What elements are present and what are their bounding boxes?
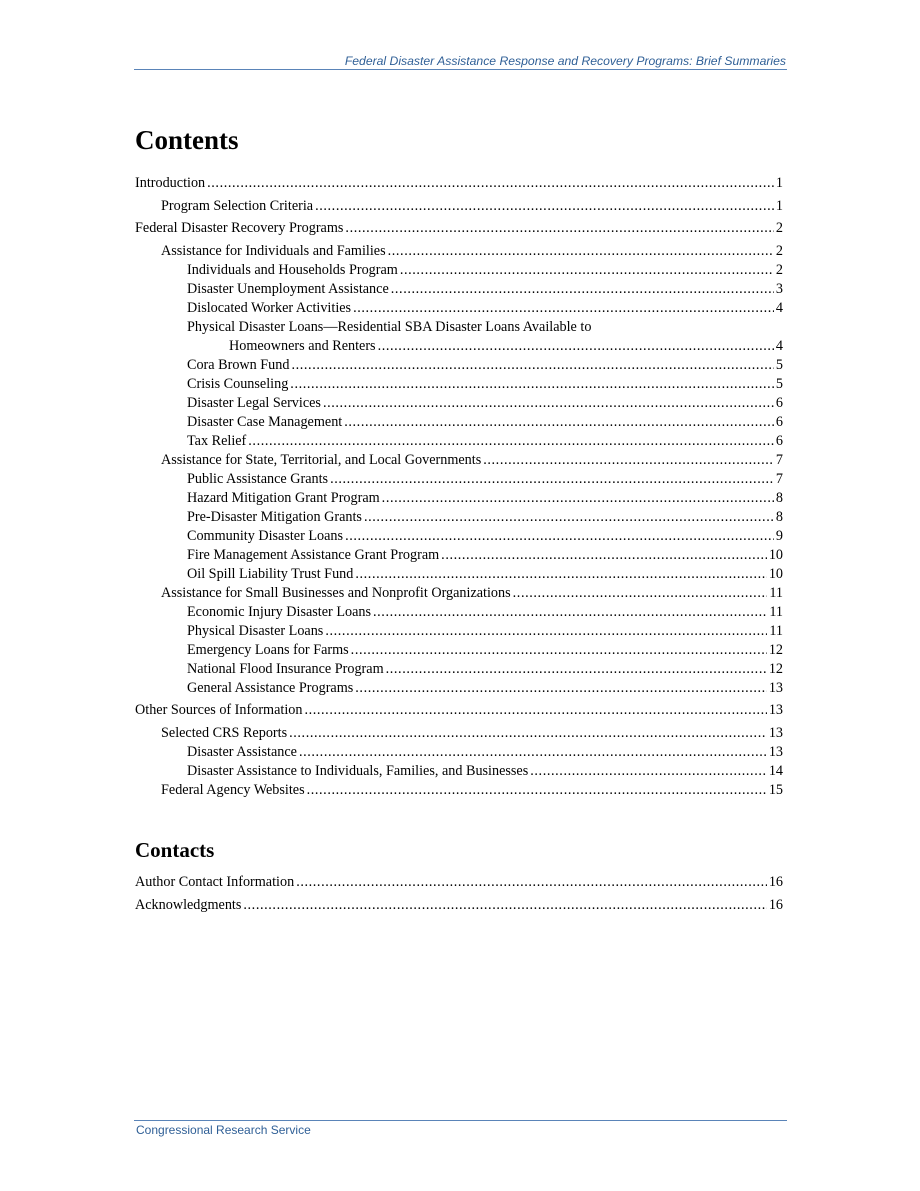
toc-entry-title: Disaster Assistance to Individuals, Families, and Businesses (187, 762, 529, 779)
dot-leader (248, 432, 774, 451)
toc-entry-title: Fire Management Assistance Grant Program (187, 546, 440, 563)
dot-leader (364, 508, 774, 527)
toc-entry-title: Physical Disaster Loans (187, 622, 324, 639)
toc-entry-title: Program Selection Criteria (161, 197, 314, 214)
toc-entry-oil-spill-liability-trust-fund[interactable] (135, 565, 783, 584)
toc-entry-crisis-counseling[interactable] (135, 375, 783, 394)
toc-entry-title: Economic Injury Disaster Loans (187, 603, 371, 620)
toc-entry-national-flood-insurance-program[interactable] (135, 660, 783, 679)
toc-entry-title: General Assistance Programs (187, 679, 354, 696)
toc-page-number: 13 (768, 743, 783, 760)
toc-page-number: 1 (775, 175, 783, 191)
dot-leader (290, 375, 774, 394)
toc-entry-tax-relief[interactable] (135, 432, 783, 451)
toc-entry-title: Disaster Case Management (187, 413, 343, 430)
toc-page-number: 8 (775, 489, 783, 506)
toc-entry-title: Other Sources of Information (135, 702, 303, 718)
dot-leader (378, 337, 774, 356)
toc-entry-title-continued: Homeowners and Renters (229, 337, 376, 354)
dot-leader (243, 896, 766, 915)
contacts-list (135, 873, 783, 915)
dot-leader (323, 394, 774, 413)
toc-entry-dislocated-worker-activities[interactable] (135, 299, 783, 318)
toc-page-number: 13 (768, 724, 783, 741)
toc-page-number: 6 (775, 413, 783, 430)
toc-page-number: 3 (775, 280, 783, 297)
toc-page-number: 15 (768, 781, 783, 798)
toc-entry-title: Physical Disaster Loans—Residential SBA Disaster Loans Available to (187, 318, 592, 335)
toc-page-number: 7 (775, 451, 783, 468)
toc-page-number: 10 (768, 546, 783, 563)
toc-entry-title: Pre-Disaster Mitigation Grants (187, 508, 362, 525)
running-header-title: Federal Disaster Assistance Response and Recovery Programs: Brief Summaries (344, 54, 786, 68)
toc-entry-disaster-assistance-individuals-businesses[interactable] (135, 762, 783, 781)
dot-leader (373, 603, 767, 622)
toc-page-number: 11 (769, 584, 783, 601)
dot-leader (345, 527, 774, 546)
footer-rule (134, 1120, 787, 1121)
toc-page-number: 4 (775, 299, 783, 316)
toc-entry-title: Disaster Unemployment Assistance (187, 280, 389, 297)
toc-entry-introduction[interactable] (135, 174, 783, 193)
dot-leader (386, 660, 767, 679)
toc-entry-title: Tax Relief (187, 432, 247, 449)
toc-entry-title: Dislocated Worker Activities (187, 299, 352, 316)
toc-entry-individuals-households-program[interactable] (135, 261, 783, 280)
dot-leader (483, 451, 774, 470)
dot-leader (330, 470, 774, 489)
footer-publisher: Congressional Research Service (136, 1123, 311, 1137)
dot-leader (289, 724, 767, 743)
toc-page-number: 2 (775, 220, 783, 236)
dot-leader (441, 546, 767, 565)
toc-entry-author-contact-information[interactable] (135, 873, 783, 892)
toc-entry-community-disaster-loans[interactable] (135, 527, 783, 546)
toc-entry-disaster-case-management[interactable] (135, 413, 783, 432)
toc-page-number: 8 (775, 508, 783, 525)
toc-page-number: 7 (775, 470, 783, 487)
toc-page-number: 16 (768, 874, 783, 890)
toc-page-number: 6 (775, 394, 783, 411)
toc-entry-acknowledgments[interactable] (135, 896, 783, 915)
dot-leader (207, 174, 774, 193)
toc-page-number: 13 (768, 679, 783, 696)
dot-leader (355, 565, 766, 584)
toc-entry-title: Introduction (135, 175, 206, 191)
toc-entry-title: Emergency Loans for Farms (187, 641, 349, 658)
toc-page-number: 11 (769, 603, 783, 620)
toc-page-number: 12 (768, 641, 783, 658)
toc-entry-title: Hazard Mitigation Grant Program (187, 489, 380, 506)
toc-page-number: 14 (768, 762, 783, 779)
toc-entry-title: Crisis Counseling (187, 375, 289, 392)
toc-entry-physical-disaster-loans[interactable] (135, 622, 783, 641)
dot-leader (355, 679, 767, 698)
dot-leader (344, 413, 774, 432)
dot-leader (400, 261, 774, 280)
dot-leader (299, 743, 767, 762)
toc-entry-other-sources-information[interactable] (135, 701, 783, 720)
toc-entry-title: Assistance for Individuals and Families (161, 242, 386, 259)
dot-leader (382, 489, 774, 508)
toc-entry-title: Acknowledgments (135, 896, 242, 913)
dot-leader (388, 242, 774, 261)
toc-entry-disaster-unemployment-assistance[interactable] (135, 280, 783, 299)
dot-leader (315, 197, 774, 216)
toc-entry-title: Disaster Legal Services (187, 394, 321, 411)
dot-leader (391, 280, 774, 299)
toc-entry-title: Cora Brown Fund (187, 356, 290, 373)
contacts-heading: Contacts (135, 838, 215, 862)
toc-entry-disaster-legal-services[interactable] (135, 394, 783, 413)
dot-leader (296, 873, 767, 892)
toc-entry-assistance-state-local-governments[interactable] (135, 451, 783, 470)
toc-page-number: 5 (775, 356, 783, 373)
toc-page-number: 12 (768, 660, 783, 677)
toc-entry-title: National Flood Insurance Program (187, 660, 384, 677)
toc-page-number: 2 (775, 261, 783, 278)
toc-entry-cora-brown-fund[interactable] (135, 356, 783, 375)
toc-entry-title: Oil Spill Liability Trust Fund (187, 565, 354, 582)
toc-entry-title: Individuals and Households Program (187, 261, 398, 278)
table-of-contents (135, 174, 783, 800)
toc-entry-assistance-individuals-families[interactable] (135, 242, 783, 261)
toc-entry-disaster-assistance[interactable] (135, 743, 783, 762)
toc-entry-title: Disaster Assistance (187, 743, 297, 760)
toc-page-number: 11 (769, 622, 783, 639)
toc-entry-title: Community Disaster Loans (187, 527, 344, 544)
toc-entry-emergency-loans-farms[interactable] (135, 641, 783, 660)
dot-leader (351, 641, 767, 660)
toc-page-number: 16 (768, 896, 783, 913)
toc-page-number: 10 (768, 565, 783, 582)
toc-entry-program-selection-criteria[interactable] (135, 197, 783, 216)
toc-entry-assistance-small-businesses[interactable] (135, 584, 783, 603)
toc-entry-title: Selected CRS Reports (161, 724, 288, 741)
dot-leader (291, 356, 773, 375)
dot-leader (530, 762, 767, 781)
toc-page-number: 1 (775, 197, 783, 214)
toc-entry-title: Assistance for State, Territorial, and Local Governments (161, 451, 482, 468)
dot-leader (513, 584, 768, 603)
toc-page-number: 2 (775, 242, 783, 259)
dot-leader (353, 299, 774, 318)
toc-page-number: 4 (775, 337, 783, 354)
toc-entry-federal-disaster-recovery-programs[interactable] (135, 219, 783, 238)
toc-entry-fire-management-assistance-grant[interactable] (135, 546, 783, 565)
toc-entry-public-assistance-grants[interactable] (135, 470, 783, 489)
toc-entry-title: Public Assistance Grants (187, 470, 329, 487)
toc-entry-economic-injury-disaster-loans[interactable] (135, 603, 783, 622)
dot-leader (307, 781, 767, 800)
toc-page-number: 13 (768, 702, 783, 718)
toc-entry-title: Author Contact Information (135, 874, 295, 890)
toc-entry-title: Federal Disaster Recovery Programs (135, 220, 344, 236)
toc-entry-general-assistance-programs[interactable] (135, 679, 783, 698)
toc-page-number: 6 (775, 432, 783, 449)
dot-leader (325, 622, 767, 641)
toc-entry-pre-disaster-mitigation-grants[interactable] (135, 508, 783, 527)
toc-entry-title: Assistance for Small Businesses and Nonprofit Organizations (161, 584, 511, 601)
toc-entry-title: Federal Agency Websites (161, 781, 305, 798)
toc-entry-physical-disaster-loans-residential[interactable] (135, 318, 783, 356)
toc-entry-federal-agency-websites[interactable] (135, 781, 783, 800)
header-rule (134, 69, 787, 70)
contents-heading: Contents (135, 125, 239, 155)
toc-page-number: 9 (775, 527, 783, 544)
toc-entry-hazard-mitigation-grant-program[interactable] (135, 489, 783, 508)
dot-leader (304, 701, 766, 720)
dot-leader (345, 219, 773, 238)
toc-entry-selected-crs-reports[interactable] (135, 724, 783, 743)
toc-page-number: 5 (775, 375, 783, 392)
